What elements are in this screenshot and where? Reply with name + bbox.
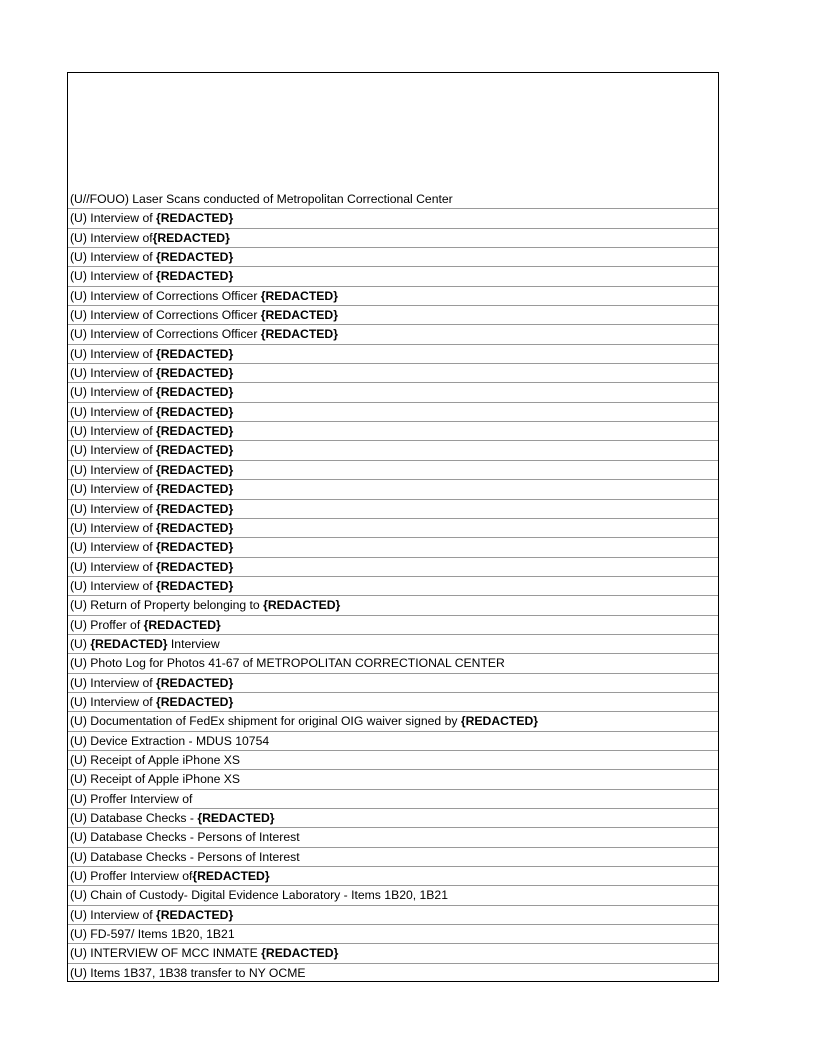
row-text: (U) Interview of: [70, 482, 157, 497]
row-text: (U) Interview of: [70, 269, 157, 284]
redacted-marker: {REDACTED}: [197, 811, 275, 825]
redacted-marker: {REDACTED}: [156, 462, 234, 477]
redacted-marker: {REDACTED}: [156, 675, 234, 690]
row-text: (U) FD-597/ Items 1B20, 1B21: [70, 927, 235, 942]
row-text: (U) Interview of: [70, 540, 157, 555]
table-row: [68, 693, 718, 712]
table-row: [68, 364, 718, 383]
table-row: [68, 635, 718, 654]
table-row: [68, 538, 718, 557]
table-row: [68, 229, 718, 248]
row-text: (U) Proffer Interview of: [70, 791, 193, 806]
table-row: [68, 654, 718, 673]
table-rows: [68, 190, 718, 983]
table-row: [68, 500, 718, 519]
table-row: [68, 267, 718, 286]
table-row: [68, 306, 718, 325]
table-row: [68, 190, 718, 209]
row-text: (U) Interview of: [70, 404, 157, 419]
table-row: [68, 712, 718, 731]
redacted-marker: {REDACTED}: [143, 617, 221, 632]
table-row: [68, 906, 718, 925]
redacted-marker: {REDACTED}: [156, 366, 234, 381]
table-row: [68, 674, 718, 693]
table-row: [68, 480, 718, 499]
row-text: (U) Interview of: [70, 250, 157, 265]
table-row: [68, 964, 718, 983]
table-row: [68, 325, 718, 344]
redacted-marker: {REDACTED}: [156, 578, 234, 593]
table-row: [68, 345, 718, 364]
redacted-marker: {REDACTED}: [192, 869, 270, 884]
redacted-marker: {REDACTED}: [261, 946, 339, 961]
row-text: (U) Photo Log for Photos 41-67 of METROPOLITAN CORRECTIONAL CENTER: [70, 656, 505, 671]
redacted-marker: {REDACTED}: [156, 250, 234, 265]
row-text: (U) Interview of: [70, 366, 157, 381]
redacted-marker: {REDACTED}: [156, 540, 234, 555]
table-row: [68, 770, 718, 789]
row-text: (U) Database Checks - Persons of Interest: [70, 849, 300, 864]
table-row: [68, 925, 718, 944]
row-text: (U) Interview of Corrections Officer: [70, 327, 261, 342]
row-text: (U) Interview of: [70, 230, 153, 245]
redacted-marker: {REDACTED}: [156, 520, 234, 535]
row-suffix: Interview: [167, 636, 220, 651]
redacted-marker: {REDACTED}: [260, 327, 338, 342]
table-row: [68, 616, 718, 635]
redacted-marker: {REDACTED}: [156, 269, 234, 284]
row-text: (U): [70, 636, 91, 651]
row-text: (U) Chain of Custody- Digital Evidence Laboratory - Items 1B20, 1B21: [70, 888, 448, 903]
row-text: (U) Documentation of FedEx shipment for original OIG waiver signed by: [70, 714, 461, 729]
redacted-marker: {REDACTED}: [460, 714, 539, 729]
table-row: [68, 848, 718, 867]
row-text: (U) Interview of: [70, 578, 157, 593]
table-row: [68, 867, 718, 886]
row-text: (U) Interview of Corrections Officer: [70, 288, 261, 303]
row-text: (U) Receipt of Apple iPhone XS: [70, 772, 241, 787]
row-text: (U) Database Checks - Persons of Interest: [70, 830, 300, 845]
row-text: (U) Interview of: [70, 501, 157, 516]
table-row: [68, 209, 718, 228]
row-text: (U) Receipt of Apple iPhone XS: [70, 752, 241, 767]
table-row: [68, 577, 718, 596]
redacted-marker: {REDACTED}: [156, 211, 234, 226]
table-row: [68, 383, 718, 402]
table-row: [68, 558, 718, 577]
row-text: (U) Interview of: [70, 443, 157, 458]
redacted-marker: {REDACTED}: [156, 559, 234, 574]
row-text: (U) Interview of: [70, 385, 157, 400]
table-row: [68, 790, 718, 809]
row-text: (U) Interview of Corrections Officer: [70, 308, 261, 323]
table-row: [68, 596, 718, 615]
redacted-marker: {REDACTED}: [156, 346, 234, 361]
table-row: [68, 519, 718, 538]
redacted-marker: {REDACTED}: [260, 308, 338, 323]
table-row: [68, 809, 718, 828]
table-row: [68, 732, 718, 751]
table-row: [68, 751, 718, 770]
redacted-marker: {REDACTED}: [156, 907, 234, 922]
redacted-marker: {REDACTED}: [156, 501, 234, 516]
row-text: (U//FOUO) Laser Scans conducted of Metropolitan Correctional Center: [70, 192, 453, 206]
row-text: (U) Interview of: [70, 462, 157, 477]
redacted-marker: {REDACTED}: [156, 443, 234, 458]
row-text: (U) Interview of: [70, 675, 157, 690]
row-text: (U) Interview of: [70, 211, 157, 226]
redacted-marker: {REDACTED}: [156, 424, 234, 439]
redacted-marker: {REDACTED}: [260, 288, 338, 303]
row-text: (U) Proffer Interview of: [70, 869, 193, 884]
redacted-marker: {REDACTED}: [156, 385, 234, 400]
table-row: [68, 886, 718, 905]
redacted-marker: {REDACTED}: [152, 230, 230, 245]
table-row: [68, 248, 718, 267]
row-text: (U) Interview of: [70, 424, 157, 439]
table-row: [68, 403, 718, 422]
redacted-marker: {REDACTED}: [263, 598, 341, 613]
table-row: [68, 287, 718, 306]
row-text: (U) Interview of: [70, 907, 157, 922]
row-text: (U) Interview of: [70, 694, 157, 709]
row-text: (U) Device Extraction - MDUS 10754: [70, 733, 270, 748]
redacted-marker: {REDACTED}: [156, 694, 234, 709]
table-row: [68, 422, 718, 441]
redacted-marker: {REDACTED}: [156, 482, 234, 497]
table-row: [68, 828, 718, 847]
redacted-marker: {REDACTED}: [90, 636, 168, 651]
row-text: (U) Interview of: [70, 520, 157, 535]
redacted-marker: {REDACTED}: [156, 404, 234, 419]
row-text: (U) Database Checks -: [70, 811, 198, 825]
table-row: [68, 944, 718, 963]
table-row: [68, 461, 718, 480]
row-text: (U) Proffer of: [70, 617, 144, 632]
row-text: (U) Interview of: [70, 346, 157, 361]
row-text: (U) Interview of: [70, 559, 157, 574]
row-text: (U) Items 1B37, 1B38 transfer to NY OCME: [70, 965, 306, 980]
document-table: [67, 72, 719, 982]
table-row: [68, 441, 718, 460]
row-text: (U) INTERVIEW OF MCC INMATE: [70, 946, 262, 961]
row-text: (U) Return of Property belonging to: [70, 598, 264, 613]
